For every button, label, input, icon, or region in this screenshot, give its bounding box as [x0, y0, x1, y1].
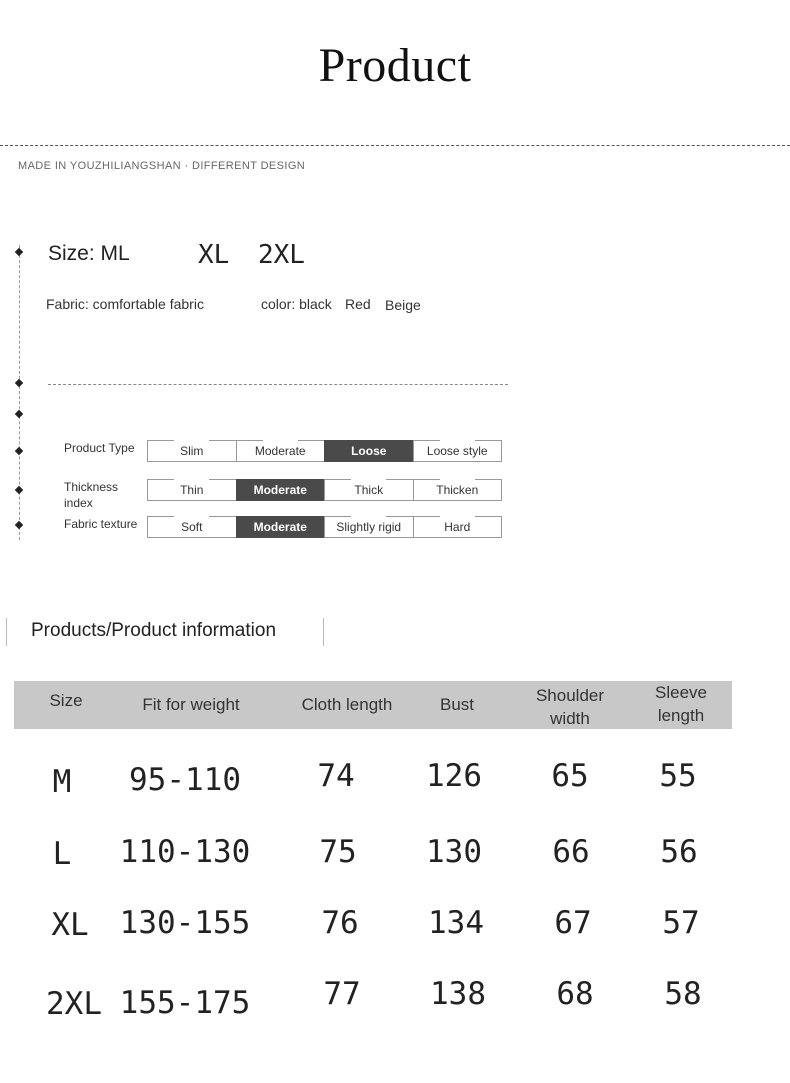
col-header-length: Cloth length: [301, 695, 393, 714]
table-cell-bust: 126: [426, 758, 482, 794]
scale-option: Thicken: [413, 479, 503, 501]
section-divider: [48, 384, 508, 385]
section-title: Products/Product information: [31, 620, 277, 641]
table-cell-size: XL: [51, 907, 89, 943]
color-red: Red: [345, 296, 371, 312]
table-cell-length: 75: [319, 834, 357, 870]
scale-product-type: [147, 440, 502, 462]
table-cell-sleeve: 57: [662, 905, 700, 941]
scale-option-selected: Moderate: [236, 516, 325, 538]
fabric-text: Fabric: comfortable fabric: [46, 296, 204, 312]
table-cell-bust: 134: [428, 905, 484, 941]
scale-option: Loose style: [413, 440, 503, 462]
table-cell-shoulder: 65: [551, 758, 589, 794]
size-xl: XL: [198, 240, 230, 270]
color-label: color: black: [261, 296, 332, 312]
top-divider: [0, 145, 790, 146]
scale-option-selected: Loose: [324, 440, 413, 462]
scale-option: Moderate: [236, 440, 325, 462]
table-cell-length: 77: [323, 976, 361, 1012]
table-cell-size: M: [52, 764, 72, 800]
scale-option-selected: Moderate: [236, 479, 325, 501]
bullet-icon: [15, 447, 23, 455]
scale-thickness: [147, 479, 502, 501]
table-cell-size: 2XL: [46, 986, 102, 1022]
timeline-line: [19, 245, 20, 540]
table-cell-length: 76: [321, 905, 359, 941]
bullet-icon: [15, 248, 23, 256]
col-header-size: Size: [49, 691, 83, 710]
size-2xl: 2XL: [258, 240, 305, 270]
size-label: Size: ML: [48, 242, 130, 265]
bullet-icon: [15, 521, 23, 529]
color-beige: Beige: [385, 297, 421, 313]
table-cell-bust: 138: [430, 976, 486, 1012]
table-cell-bust: 130: [426, 834, 482, 870]
attr-label-thickness: Thickness index: [64, 480, 119, 510]
scale-option: Hard: [413, 516, 503, 538]
table-cell-sleeve: 56: [660, 834, 698, 870]
table-cell-weight: 95-110: [129, 762, 241, 798]
table-cell-length: 74: [317, 758, 355, 794]
col-header-bust: Bust: [439, 695, 475, 714]
table-cell-weight: 155-175: [119, 985, 251, 1021]
table-cell-shoulder: 68: [556, 976, 594, 1012]
table-cell-weight: 110-130: [119, 834, 251, 870]
bullet-icon: [15, 379, 23, 387]
page-title: Product: [318, 39, 472, 92]
table-cell-weight: 130-155: [119, 905, 251, 941]
col-header-sleeve: Sleeve length: [655, 683, 707, 725]
table-cell-shoulder: 67: [554, 905, 592, 941]
scale-option: Thin: [147, 479, 236, 501]
scale-option: Soft: [147, 516, 236, 538]
table-cell-size: L: [52, 836, 72, 872]
table-cell-shoulder: 66: [552, 834, 590, 870]
bullet-icon: [15, 486, 23, 494]
col-header-shoulder: Shoulder width: [535, 686, 605, 728]
tagline: MADE IN YOUZHILIANGSHAN · DIFFERENT DESIGN: [18, 160, 306, 172]
bullet-icon: [15, 410, 23, 418]
scale-fabric-texture: [147, 516, 502, 538]
attr-label-fabric-texture: Fabric texture: [64, 517, 138, 531]
scale-option: Slightly rigid: [324, 516, 413, 538]
scale-option: Thick: [324, 479, 413, 501]
table-cell-sleeve: 58: [664, 976, 702, 1012]
col-header-weight: Fit for weight: [142, 695, 240, 714]
scale-option: Slim: [147, 440, 236, 462]
table-cell-sleeve: 55: [659, 758, 697, 794]
attr-label-product-type: Product Type: [64, 441, 135, 455]
